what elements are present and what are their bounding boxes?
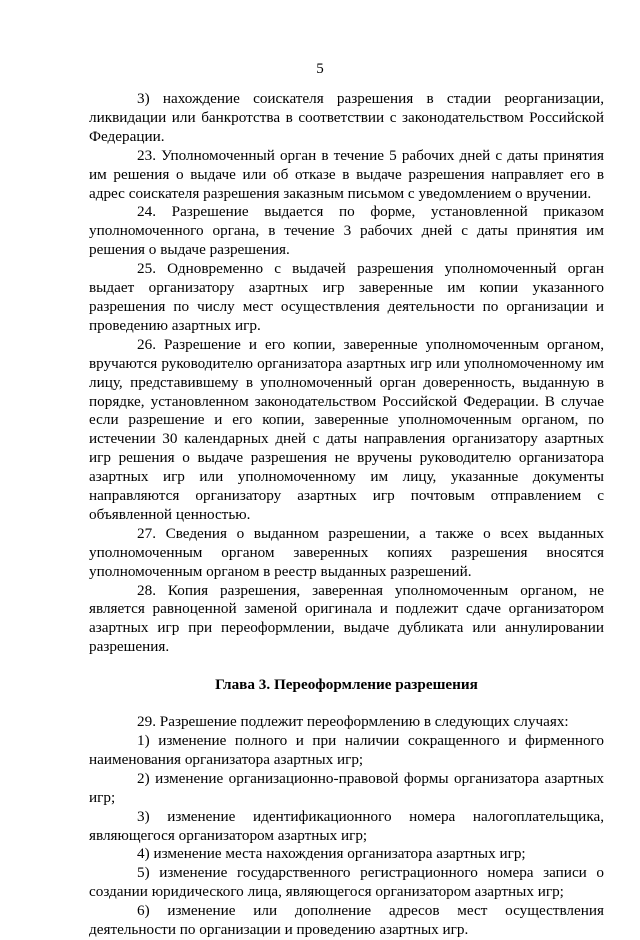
list-item-2: 2) изменение организационно-правовой формы организатора азартных игр; <box>89 769 604 806</box>
paragraph-28: 28. Копия разрешения, заверенная уполномоченным органом, не является равноценной заменой оригинала и подлежит сдаче организатором азартных игр при переоформлении, выдаче дубликата или аннулировании разрешения. <box>89 581 604 656</box>
list-item-6: 6) изменение или дополнение адресов мест осуществления деятельности по организации и проведению азартных игр. <box>89 902 604 939</box>
list-item-4: 4) изменение места нахождения организатора азартных игр; <box>137 845 526 863</box>
paragraph-23: 23. Уполномоченный орган в течение 5 рабочих дней с даты принятия им решения о выдаче или об отказе в выдаче разрешения направляет его в адрес соискателя разрешения заказным письмом с уведомлением о вручении. <box>89 146 604 202</box>
list-item-1: 1) изменение полного и при наличии сокращенного и фирменного наименования организатора азартных игр; <box>89 732 604 768</box>
page-number: 5 <box>316 61 324 77</box>
document-body <box>89 90 604 940</box>
paragraph-24: 24. Разрешение выдается по форме, установленной приказом уполномоченного органа, в течение 3 рабочих дней с даты принятия им решения о выдаче разрешения. <box>89 203 604 259</box>
list-item-5: 5) изменение государственного регистрационного номера записи о создании юридического лица, являющегося организатором азартных игр; <box>89 864 604 901</box>
paragraph-27: 27. Сведения о выданном разрешении, а также о всех выданных уполномоченным органом заверенных копиях разрешения вносятся уполномоченным органом в реестр выданных разрешений. <box>89 524 604 580</box>
paragraph-25: 25. Одновременно с выдачей разрешения уполномоченный орган выдает организатору азартных игр заверенные им копии указанного разрешения по числу мест осуществления деятельности по организации и проведению азартных игр. <box>89 260 604 334</box>
paragraph-item-3: 3) нахождение соискателя разрешения в стадии реорганизации, ликвидации или банкротства в соответствии с законодательством Российской Федерации. <box>89 90 604 145</box>
chapter-heading: Глава 3. Переоформление разрешения <box>215 676 478 694</box>
paragraph-26: 26. Разрешение и его копии, заверенные уполномоченным органом, вручаются руководителю организатора азартных игр или уполномоченному им лицу, представившему в уполномоченный орган доверенность, выданную в порядке, установленном законодательством Российской Федерации. В случае если разрешение и его копии, заверенные уполномоченным органом, по истечении 30 календарных дней с даты направления организатору азартных игр решения о выдаче разрешения не вручены руководителю организатора азартных игр или уполномоченному им лицу, указанные документы направляются организатору азартных игр почтовым отправлением с объявленной ценностью. <box>89 335 604 523</box>
list-item-3: 3) изменение идентификационного номера налогоплательщика, являющегося организатором азартных игр; <box>89 807 604 844</box>
paragraph-29: 29. Разрешение подлежит переоформлению в следующих случаях: <box>137 713 569 731</box>
